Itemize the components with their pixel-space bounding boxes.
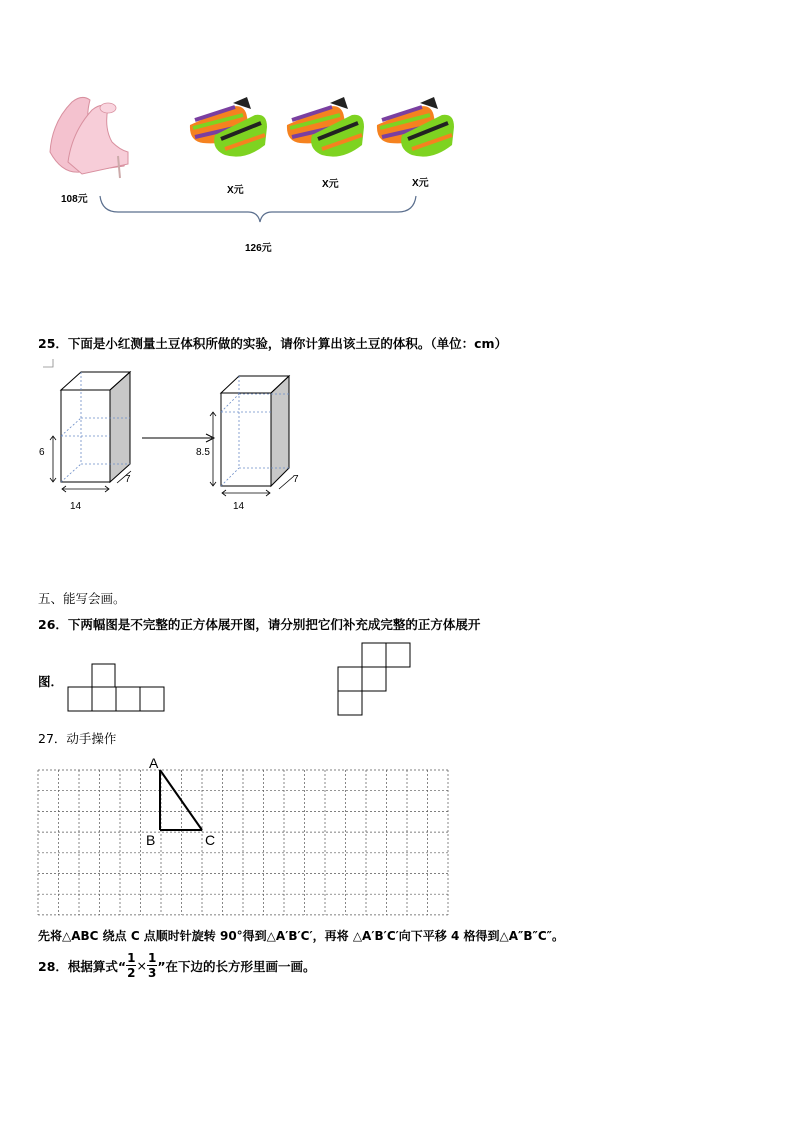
shoes-image <box>42 92 132 182</box>
frac2-denominator: 3 <box>147 966 157 980</box>
box1-width-label: 7 <box>125 474 131 485</box>
sock-price-3: X元 <box>412 178 429 189</box>
q25-corner-mark <box>42 358 54 368</box>
socks-image-1 <box>185 95 270 165</box>
container-box-1 <box>40 368 150 498</box>
q27-instruction: 先将△ABC 绕点 C 点顺时针旋转 90°得到△A′B′C′，再将 △A′B′C′向下平移 4 格得到△A″B″C″。 <box>38 929 565 943</box>
sock-price-2: X元 <box>322 179 339 190</box>
dot-grid <box>38 770 450 916</box>
frac1-numerator: 1 <box>127 951 136 965</box>
total-brace <box>98 194 428 224</box>
q26-text: 26．下两幅图是不完整的正方体展开图，请分别把它们补充成完整的正方体展开 <box>38 617 481 632</box>
vertex-a-label: A <box>149 755 159 771</box>
q26-text-cont: 图． <box>38 674 64 689</box>
q25-text: 25．下面是小红测量土豆体积所做的实验，请你计算出该土豆的体积。（单位：cm） <box>38 336 508 351</box>
socks-image-3 <box>372 95 457 165</box>
frac2-numerator: 1 <box>147 951 157 965</box>
vertex-c-label: C <box>205 832 216 848</box>
q27-title: 27．动手操作 <box>38 731 117 746</box>
box1-height-label: 6 <box>39 447 45 458</box>
q28-text <box>38 951 316 980</box>
section-five-title: 五、能写会画。 <box>38 591 126 606</box>
box1-length-label: 14 <box>70 501 82 512</box>
box2-height-label: 8.5 <box>196 447 210 458</box>
cube-net-2 <box>337 642 417 722</box>
vertex-b-label: B <box>146 832 156 848</box>
container-box-2 <box>200 372 310 512</box>
fraction-one-third <box>147 951 157 980</box>
box2-width-label: 7 <box>293 474 299 485</box>
sock-price-1: X元 <box>227 185 244 196</box>
fraction-one-half <box>126 951 136 980</box>
shoe-price: 108元 <box>61 194 88 205</box>
cube-net-1 <box>67 663 167 713</box>
box2-length-label: 14 <box>233 501 245 512</box>
q28-suffix: ”在下边的长方形里画一画。 <box>157 958 316 974</box>
frac1-denominator: 2 <box>127 966 136 980</box>
q28-prefix: 28．根据算式“ <box>38 958 127 974</box>
total-price: 126元 <box>245 243 272 254</box>
times-sign: × <box>136 958 147 973</box>
socks-image-2 <box>282 95 367 165</box>
